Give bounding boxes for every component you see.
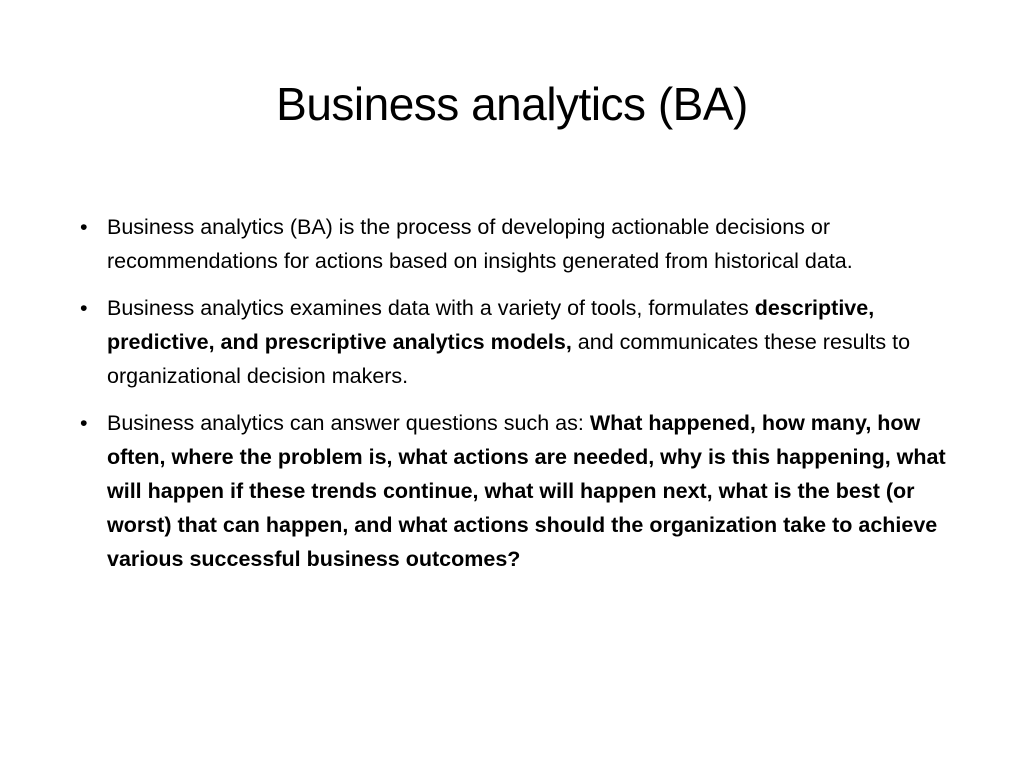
bullet-marker: • — [80, 296, 88, 320]
bullet-text-bold: descriptive, predictive, and prescriptive analytics models, — [107, 296, 875, 354]
bullet-item — [78, 210, 958, 278]
bullet-text: Business analytics (BA) is the process of developing actionable decisions or recommendations for actions based on insights generated from historical data. — [107, 215, 853, 273]
bullet-marker: • — [80, 411, 88, 435]
bullet-text: Business analytics can answer questions such as: — [107, 411, 590, 435]
bullet-marker: • — [80, 215, 88, 239]
bullet-text: Business analytics examines data with a variety of tools, formulates — [107, 296, 755, 320]
slide-title: Business analytics (BA) — [276, 78, 748, 130]
bullet-item — [78, 291, 958, 393]
bullet-list — [78, 210, 958, 589]
bullet-text: and communicates these results to organizational decision makers. — [107, 330, 911, 388]
bullet-text-bold: What happened, how many, how often, where the problem is, what actions are needed, why is this happening, what will happen if these trends continue, what will happen next, what is the best (or worst) that can happen, and what actions should the organization take to achieve various successful business outcomes? — [107, 411, 946, 571]
bullet-item — [78, 406, 958, 576]
